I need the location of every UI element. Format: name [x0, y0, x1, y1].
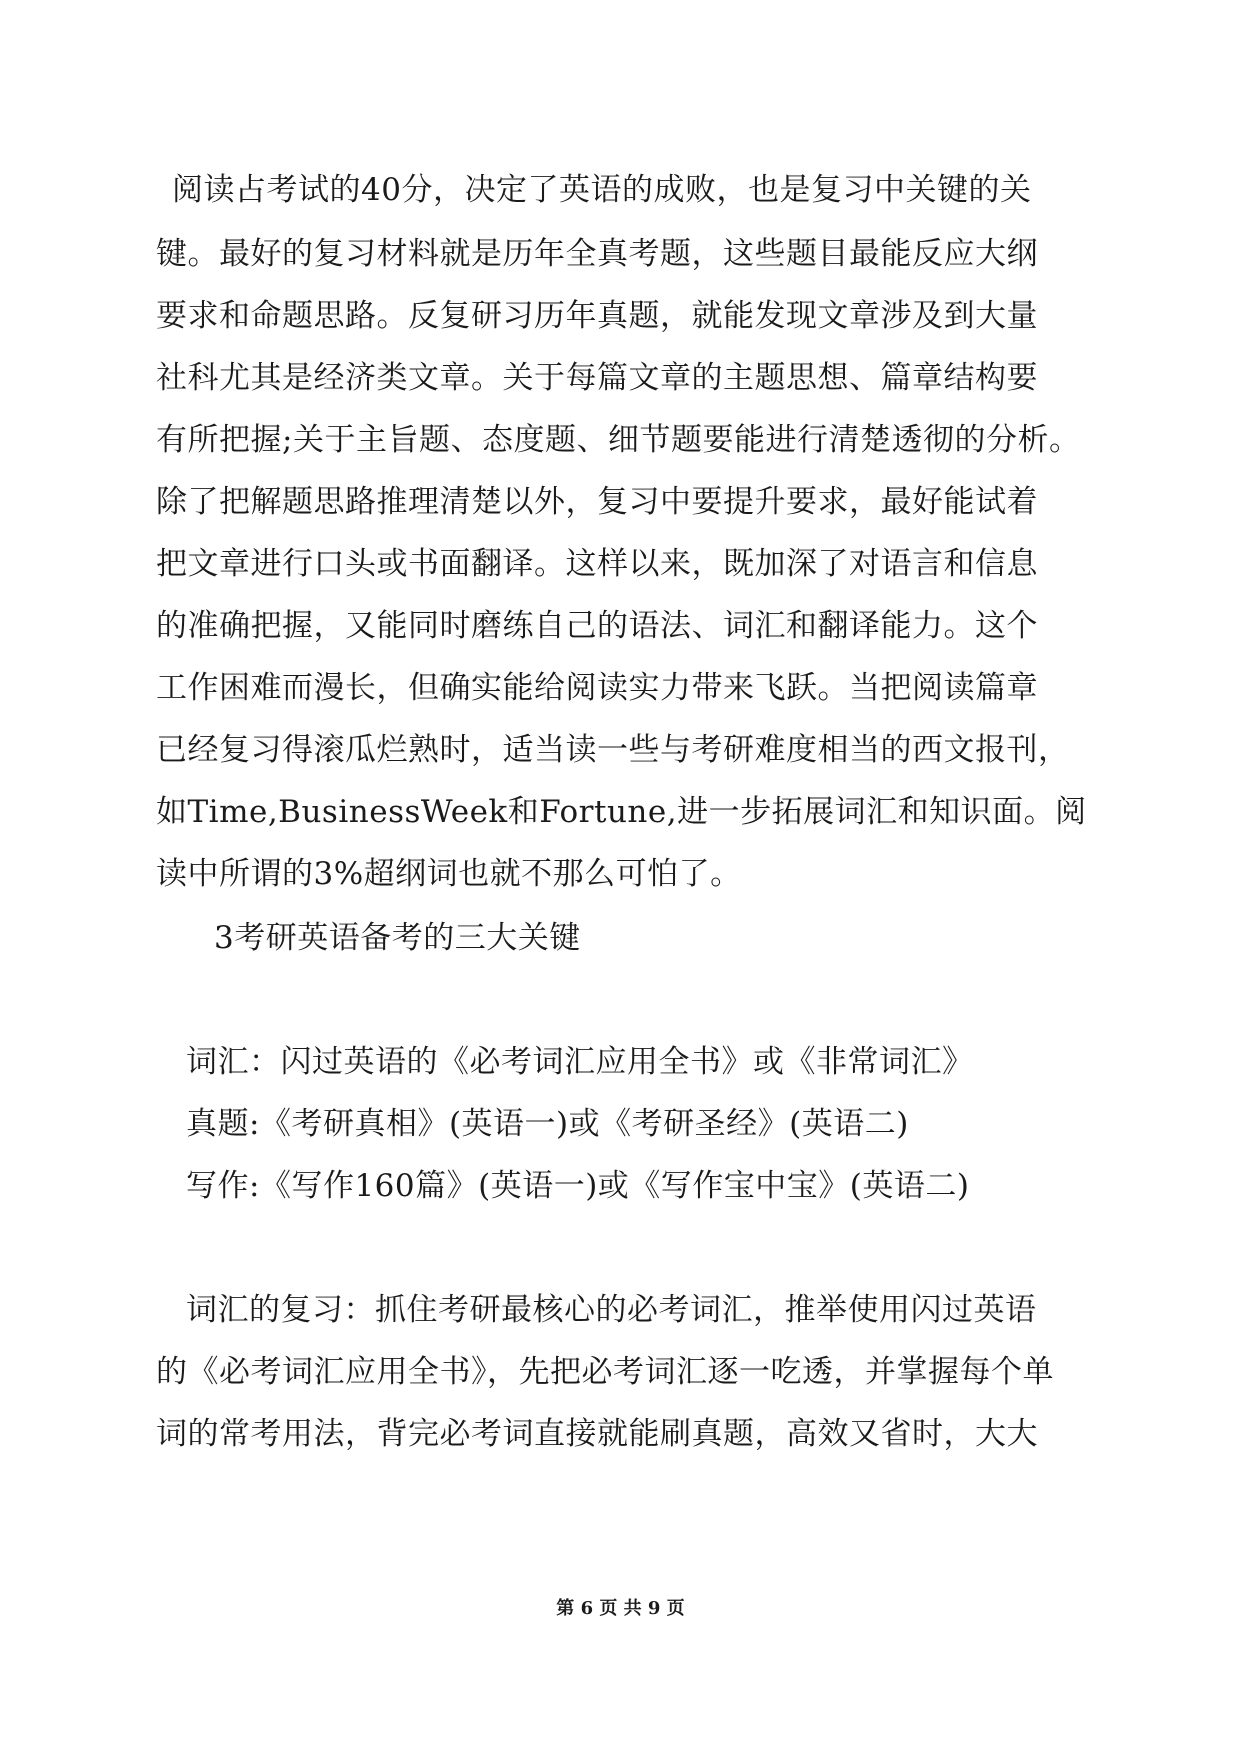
- book-list-item: 写作:《写作160篇》(英语一)或《写作宝中宝》(英语二): [186, 1168, 970, 1204]
- text-line: 的准确把握，又能同时磨练自己的语法、词汇和翻译能力。这个: [156, 608, 1038, 644]
- text-line: 词汇的复习：抓住考研最核心的必考词汇，推举使用闪过英语: [186, 1292, 1037, 1328]
- text-line: 已经复习得滚瓜烂熟时，适当读一些与考研难度相当的西文报刊，: [156, 732, 1070, 768]
- text-line: 社科尤其是经济类文章。关于每篇文章的主题思想、篇章结构要: [156, 360, 1038, 396]
- text-line: 的《必考词汇应用全书》，先把必考词汇逐一吃透，并掌握每个单: [156, 1354, 1054, 1390]
- text-line: 有所把握;关于主旨题、态度题、细节题要能进行清楚透彻的分析。: [156, 422, 1081, 458]
- text-line: 把文章进行口头或书面翻译。这样以来，既加深了对语言和信息: [156, 546, 1038, 582]
- text-line: 键。最好的复习材料就是历年全真考题，这些题目最能反应大纲: [156, 236, 1038, 272]
- text-line: 如Time,BusinessWeek和Fortune,进一步拓展词汇和知识面。阅: [156, 794, 1087, 830]
- text-line: 词的常考用法，背完必考词直接就能刷真题，高效又省时，大大: [156, 1416, 1038, 1452]
- text-line: 阅读占考试的40分，决定了英语的成败，也是复习中关键的关: [172, 172, 1032, 208]
- section-heading: 3考研英语备考的三大关键: [214, 920, 581, 956]
- text-line: 读中所谓的3%超纲词也就不那么可怕了。: [156, 856, 742, 892]
- book-list-item: 真题:《考研真相》(英语一)或《考研圣经》(英语二): [186, 1106, 909, 1142]
- text-line: 除了把解题思路推理清楚以外，复习中要提升要求，最好能试着: [156, 484, 1038, 520]
- text-line: 要求和命题思路。反复研习历年真题，就能发现文章涉及到大量: [156, 298, 1038, 334]
- book-list-item: 词汇：闪过英语的《必考词汇应用全书》或《非常词汇》: [186, 1044, 974, 1080]
- page-number-footer: 第 6 页 共 9 页: [556, 1598, 685, 1619]
- text-line: 工作困难而漫长，但确实能给阅读实力带来飞跃。当把阅读篇章: [156, 670, 1038, 706]
